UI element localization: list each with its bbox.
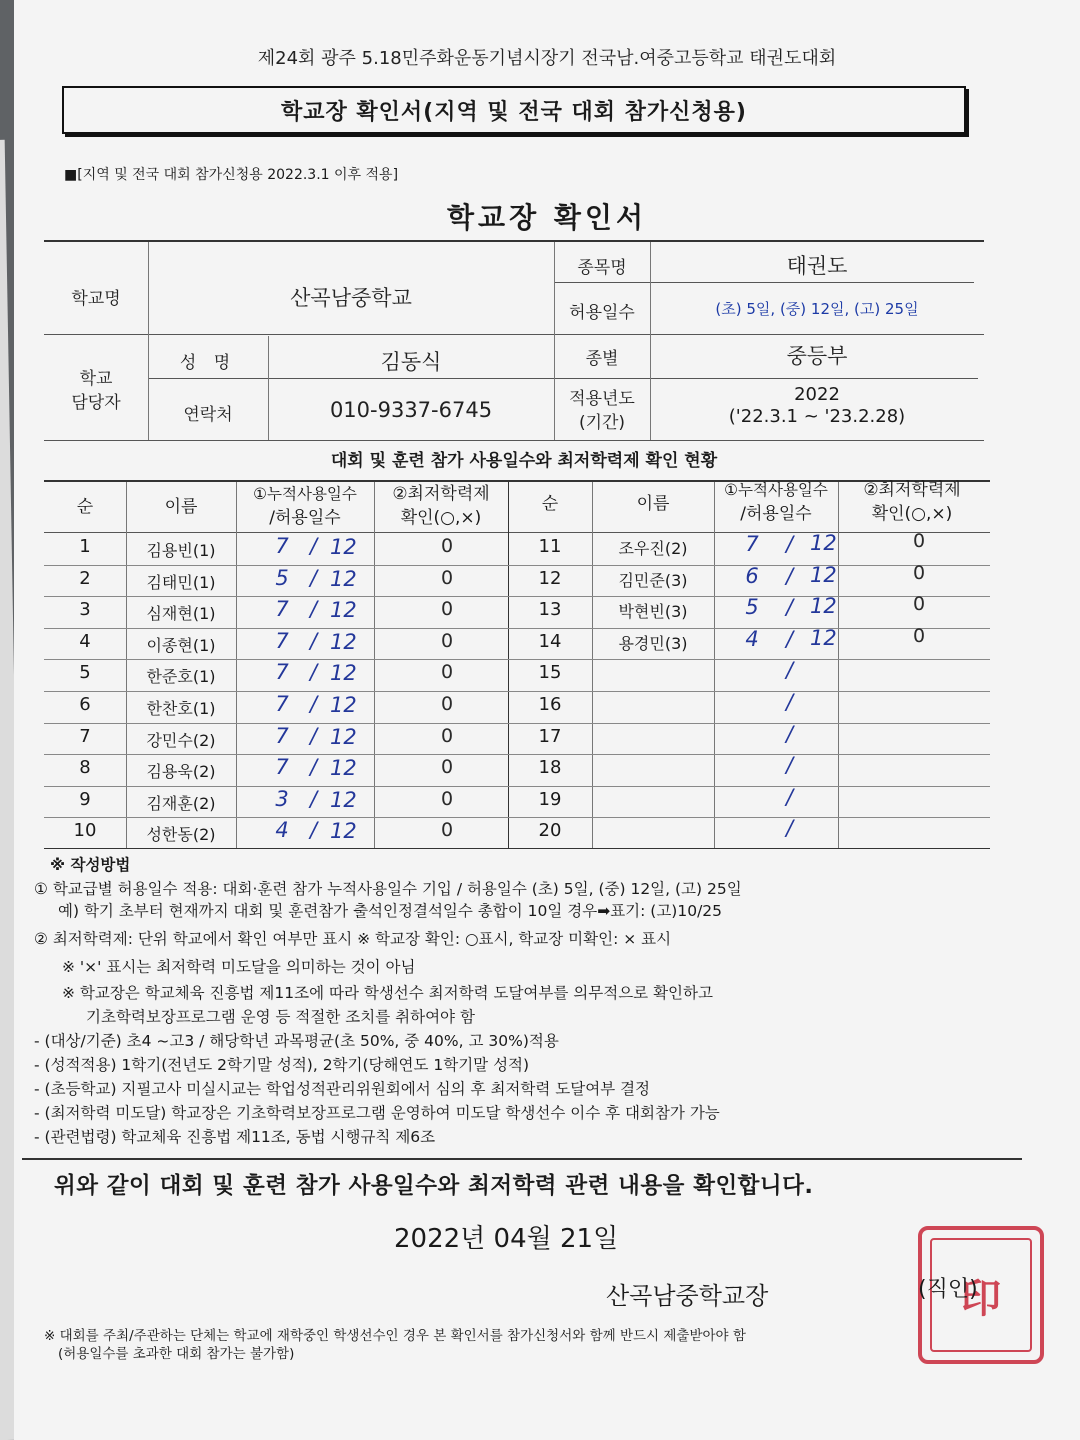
student-name: 김용빈(1) [146, 541, 216, 560]
sport-label: 종목명 [577, 258, 627, 278]
row-number: 13 [538, 599, 562, 621]
student-name: 강민수(2) [146, 730, 216, 750]
school-name: 산곡남중학교 [290, 286, 412, 310]
student-name: 김재훈(2) [146, 793, 216, 813]
apply-note: ■[지역 및 전국 대회 참가신청용 2022.3.1 이후 적용] [64, 167, 399, 183]
slash-separator: / [786, 721, 794, 746]
note-1: ① 학교급별 허용일수 적용: 대회·훈련 참가 누적사용일수 기입 / 허용일수 (초) 5일, (중) 12일, (고) 25일 [34, 880, 742, 898]
note-7: - (대상/기준) 초4 ~고3 / 해당학년 과목평균(초 50%, 중 40%, 고 30%)적용 [34, 1032, 559, 1050]
col-no: 순 [76, 497, 94, 517]
used-days: 5 [745, 595, 759, 620]
note-10: - (최저학력 미도달) 학교장은 기초학력보장프로그램 운영하여 미도달 학생선수 이수 후 대회참가 가능 [34, 1104, 720, 1122]
slash-separator: / [310, 565, 318, 590]
row-divider [508, 786, 990, 787]
event-title: 제24회 광주 5.18민주화운동기념시장기 전국남.여중고등학교 태권도대회 [257, 48, 837, 69]
slash-separator: / [786, 658, 794, 683]
note-8: - (성적적용) 1학기(전년도 2학기말 성적), 2학기(당해연도 1학기말 성적) [34, 1056, 530, 1074]
row-divider [508, 817, 990, 818]
seal-mark: 印 [930, 1238, 1032, 1352]
col-days-1-right: ①누적사용일수 [724, 481, 828, 499]
slash-separator: / [310, 755, 318, 780]
student-name: 박현빈(3) [618, 602, 688, 622]
row-number: 18 [538, 757, 562, 779]
allowed-days-value: 12 [330, 724, 357, 749]
slash-separator: / [786, 816, 794, 841]
min-check: 0 [440, 693, 454, 715]
slash-separator: / [786, 753, 794, 778]
slash-separator: / [310, 660, 318, 685]
row-number: 8 [79, 757, 91, 779]
document-title: 학교장 확인서(지역 및 전국 대회 참가신청용) [281, 99, 747, 125]
used-days: 3 [275, 786, 289, 811]
slash-separator: / [310, 534, 318, 558]
principal: 산곡남중학교장 [606, 1282, 769, 1310]
col-min-2-right: 확인(○,×) [871, 504, 953, 524]
manager-name: 김동식 [380, 350, 442, 374]
school-name-label: 학교명 [71, 289, 121, 309]
row-divider [508, 691, 990, 692]
slash-separator: / [310, 597, 318, 622]
used-days: 7 [275, 692, 289, 716]
contact-label-1: 학교 [79, 369, 113, 389]
min-check: 0 [912, 561, 926, 584]
min-check: 0 [440, 819, 454, 842]
row-number: 10 [73, 820, 97, 842]
used-days: 4 [275, 818, 289, 843]
allowed-days-value: 12 [330, 566, 357, 591]
student-name: 용경민(3) [618, 633, 688, 653]
row-number: 19 [538, 788, 562, 810]
note-4: ※ '×' 표시는 최저학력 미도달을 의미하는 것이 아님 [62, 958, 416, 976]
note-6: 기초학력보장프로그램 운영 등 적절한 조치를 취하여야 함 [86, 1008, 475, 1026]
student-name: 한준호(1) [146, 667, 216, 687]
slash-separator: / [786, 532, 794, 556]
note-9: - (초등학교) 지필고사 미실시교는 학업성적관리위원회에서 심의 후 최저학력 도달여부 결정 [34, 1080, 651, 1098]
min-check: 0 [440, 787, 454, 810]
used-days: 7 [275, 660, 289, 685]
period: ('22.3.1 ~ '23.2.28) [728, 406, 906, 427]
sport: 태권도 [786, 254, 848, 278]
row-divider [508, 659, 990, 660]
note-3: ② 최저학력제: 단위 학교에서 확인 여부만 표시 ※ 학교장 확인: ○표시, 학교장 미확인: × 표시 [34, 930, 672, 948]
min-check: 0 [440, 724, 454, 747]
student-name: 한찬호(1) [146, 699, 216, 718]
slash-separator: / [786, 626, 794, 651]
row-number: 12 [538, 567, 562, 589]
col-min-1-right: ②최저학력제 [863, 480, 961, 500]
row-number: 4 [79, 630, 91, 652]
slash-separator: / [310, 818, 318, 843]
footer-note-2: (허용일수를 초과한 대회 참가는 불가함) [58, 1346, 295, 1362]
row-number: 16 [538, 694, 562, 715]
col-name: 이름 [164, 497, 198, 517]
used-days: 7 [275, 755, 289, 780]
col-name-right: 이름 [636, 494, 670, 514]
student-name: 이종현(1) [146, 635, 216, 655]
used-days: 7 [275, 597, 289, 622]
allowed-days-value: 12 [330, 819, 357, 844]
used-days: 7 [275, 723, 289, 748]
allowed-days-value: 12 [330, 535, 357, 559]
allowed-days-value: 12 [330, 661, 357, 686]
row-number: 11 [538, 536, 562, 557]
min-check: 0 [912, 624, 926, 647]
min-check: 0 [440, 598, 454, 621]
note-2: 예) 학기 초부터 현재까지 대회 및 훈련참가 출석인정결석일수 총합이 10일 경우➡표기: (고)10/25 [58, 902, 723, 920]
slash-separator: / [310, 692, 318, 716]
col-days-2: /허용일수 [269, 508, 341, 528]
year: 2022 [794, 384, 840, 405]
date: 2022년 04월 21일 [394, 1224, 619, 1254]
col-days-1: ①누적사용일수 [253, 485, 357, 503]
allowed-days-value: 12 [810, 531, 837, 555]
student-name: 김용욱(2) [146, 762, 216, 782]
student-name: 조우진(2) [618, 539, 688, 558]
student-name: 김민준(3) [618, 570, 688, 590]
allowed-days-value: 12 [330, 598, 357, 623]
notes-heading: ※ 작성방법 [50, 856, 131, 874]
slash-separator: / [310, 786, 318, 811]
min-check: 0 [912, 593, 926, 616]
slash-separator: / [786, 784, 794, 809]
footer-note-1: ※ 대회를 주최/주관하는 단체는 학교에 재학중인 학생선수인 경우 본 확인서를 참가신청서와 함께 반드시 제출받아야 함 [44, 1328, 746, 1344]
row-divider [508, 723, 990, 724]
used-days: 5 [275, 565, 289, 590]
student-name: 김태민(1) [146, 572, 216, 592]
row-number: 20 [538, 820, 562, 842]
slash-separator: / [786, 563, 794, 588]
allowed-days-value: 12 [330, 693, 357, 717]
row-number: 14 [538, 630, 562, 652]
col-no-right: 순 [541, 494, 559, 514]
year-label-2: (기간) [578, 413, 626, 433]
used-days: 7 [745, 532, 759, 556]
year-label-1: 적용년도 [569, 389, 635, 409]
slash-separator: / [786, 595, 794, 620]
slash-separator: / [310, 628, 318, 653]
row-number: 15 [538, 662, 562, 684]
min-check: 0 [440, 661, 454, 684]
used-days: 6 [745, 563, 759, 588]
used-days: 7 [275, 628, 289, 653]
allowed-days: (초) 5일, (중) 12일, (고) 25일 [715, 300, 919, 318]
min-check: 0 [440, 566, 454, 589]
row-number: 6 [79, 694, 91, 715]
used-days: 4 [745, 626, 759, 651]
student-name: 성한동(2) [146, 825, 216, 845]
table-title: 대회 및 훈련 참가 사용일수와 최저학력제 확인 현황 [330, 451, 718, 471]
col-days-2-right: /허용일수 [740, 504, 812, 524]
confirmation-text: 위와 같이 대회 및 훈련 참가 사용일수와 최저학력 관련 내용을 확인합니다. [54, 1173, 814, 1199]
row-divider [508, 754, 990, 755]
allowed-days-label: 허용일수 [569, 303, 635, 323]
slash-separator: / [786, 690, 794, 714]
document-page [14, 0, 1080, 1440]
row-number: 5 [79, 662, 91, 684]
row-number: 9 [79, 788, 91, 810]
row-number: 3 [79, 599, 91, 621]
min-check: 0 [440, 629, 454, 652]
document-title-box [62, 86, 966, 134]
contact-label-2: 담당자 [71, 393, 121, 413]
note-11: - (관련법령) 학교체육 진흥법 제11조, 동법 시행규칙 제6조 [34, 1128, 436, 1146]
row-number: 17 [538, 725, 562, 747]
row-number: 1 [79, 536, 91, 557]
col-min-2: 확인(○,×) [400, 508, 482, 528]
row-number: 2 [79, 567, 91, 589]
phone-label: 연락처 [183, 405, 233, 425]
allowed-days-value: 12 [330, 629, 357, 654]
allowed-days-value: 12 [810, 562, 837, 587]
phone: 010-9337-6745 [329, 398, 493, 422]
allowed-days-value: 12 [330, 787, 357, 812]
min-check: 0 [440, 535, 454, 557]
row-number: 7 [79, 725, 91, 747]
student-name: 심재현(1) [146, 604, 216, 624]
min-check: 0 [440, 756, 454, 779]
min-check: 0 [912, 530, 926, 552]
allowed-days-value: 12 [330, 756, 357, 781]
col-min-1: ②최저학력제 [392, 484, 490, 504]
used-days: 7 [275, 534, 289, 558]
allowed-days-value: 12 [810, 625, 837, 650]
seal-label: (직인) [918, 1277, 978, 1302]
division: 중등부 [786, 344, 848, 368]
manager-name-label: 성 명 [179, 353, 237, 373]
note-5: ※ 학교장은 학교체육 진흥법 제11조에 따라 학생선수 최저학력 도달여부를 의무적으로 확인하고 [62, 984, 713, 1002]
division-label: 종별 [585, 349, 619, 369]
slash-separator: / [310, 723, 318, 748]
form-title: 학교장 확인서 [446, 201, 648, 234]
allowed-days-value: 12 [810, 594, 837, 619]
